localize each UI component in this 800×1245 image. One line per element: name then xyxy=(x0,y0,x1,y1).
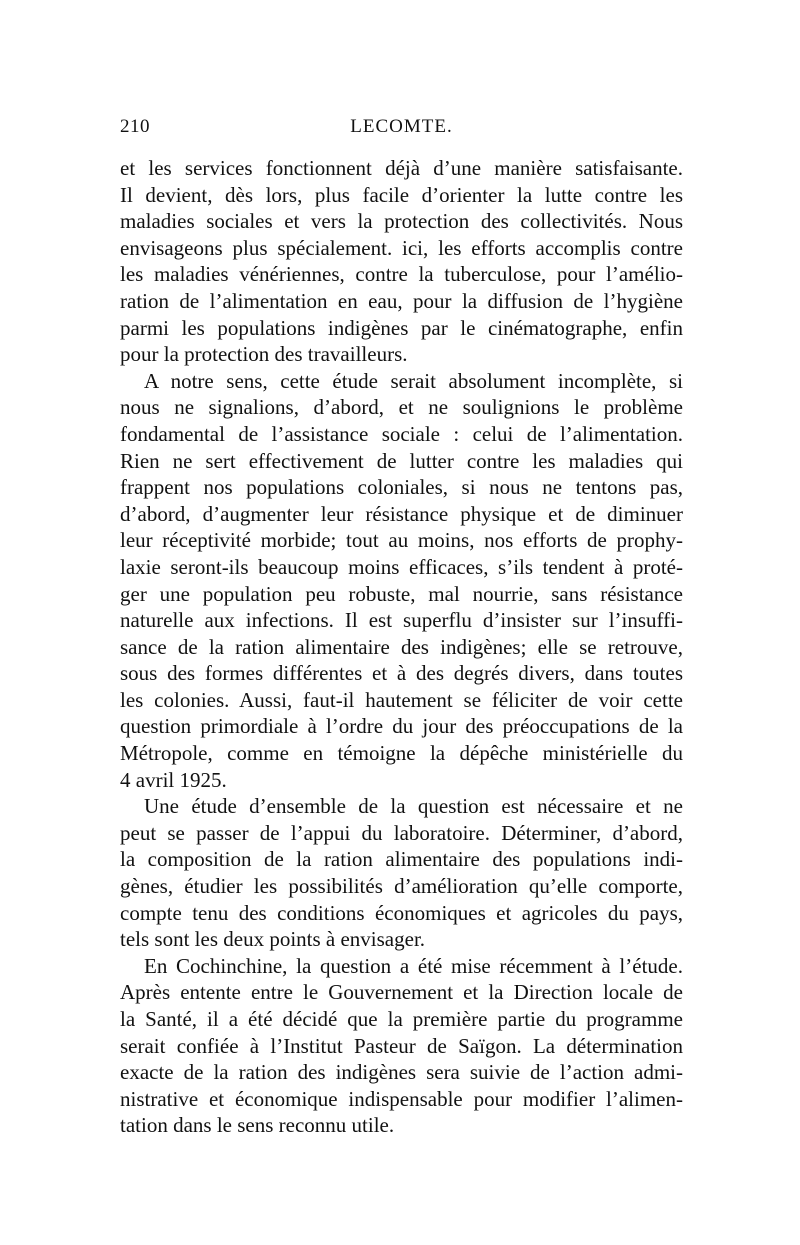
text-line: nous ne signalions, d’abord, et ne soulignions le problème xyxy=(120,395,683,420)
text-line: sous des formes différentes et à des degrés divers, dans toutes xyxy=(120,661,683,686)
text-line: A notre sens, cette étude serait absolument incomplète, si xyxy=(144,368,683,393)
running-head xyxy=(120,116,683,142)
text-line: et les services fonctionnent déjà d’une manière satisfaisante. xyxy=(120,156,683,180)
text-line: les maladies vénériennes, contre la tuberculose, pour l’amélio- xyxy=(120,262,683,287)
text-line: laxie seront-ils beaucoup moins efficaces, s’ils tendent à proté- xyxy=(120,554,683,579)
text-line: pour la protection des travailleurs. xyxy=(120,342,408,367)
text-line: maladies sociales et vers la protection des collectivités. Nous xyxy=(120,209,683,234)
text-line: envisageons plus spécialement. ici, les efforts accomplis contre xyxy=(120,235,683,260)
text-line: serait confiée à l’Institut Pasteur de Saïgon. La détermination xyxy=(120,1033,683,1058)
text-line: naturelle aux infections. Il est superflu d’insister sur l’insuffi- xyxy=(120,608,683,633)
body-text xyxy=(120,155,683,1139)
text-line: En Cochinchine, la question a été mise récemment à l’étude. xyxy=(144,953,683,978)
text-line: Il devient, dès lors, plus facile d’orienter la lutte contre les xyxy=(120,182,683,207)
running-title: LECOMTE. xyxy=(350,116,453,137)
text-line: exacte de la ration des indigènes sera suivie de l’action admi- xyxy=(120,1060,683,1085)
text-line: Métropole, comme en témoigne la dépêche ministérielle du xyxy=(120,741,683,766)
text-line: la composition de la ration alimentaire des populations indi- xyxy=(120,847,683,872)
text-line: tels sont les deux points à envisager. xyxy=(120,927,426,952)
text-line: frappent nos populations coloniales, si nous ne tentons pas, xyxy=(120,475,683,500)
text-line: fondamental de l’assistance sociale : celui de l’alimentation. xyxy=(120,421,683,446)
text-line: sance de la ration alimentaire des indigènes; elle se retrouve, xyxy=(120,634,683,659)
text-line: la Santé, il a été décidé que la première partie du programme xyxy=(120,1007,683,1031)
text-line: gènes, étudier les possibilités d’amélioration qu’elle comporte, xyxy=(120,874,683,899)
text-line: tation dans le sens reconnu utile. xyxy=(120,1113,395,1138)
text-line: question primordiale à l’ordre du jour des préoccupations de la xyxy=(120,714,683,739)
text-line: 4 avril 1925. xyxy=(120,767,227,792)
text-line: Après entente entre le Gouvernement et la Direction locale de xyxy=(120,980,683,1005)
text-line: compte tenu des conditions économiques et agricoles du pays, xyxy=(120,900,683,925)
page-number: 210 xyxy=(120,116,150,137)
text-line: peut se passer de l’appui du laboratoire. Déterminer, d’abord, xyxy=(120,820,683,845)
text-line: ration de l’alimentation en eau, pour la diffusion de l’hygiène xyxy=(120,288,683,313)
text-line: d’abord, d’augmenter leur résistance physique et de diminuer xyxy=(120,501,683,526)
text-line: parmi les populations indigènes par le cinématographe, enfin xyxy=(120,315,683,340)
text-line: Une étude d’ensemble de la question est nécessaire et ne xyxy=(144,794,683,819)
text-line: Rien ne sert effectivement de lutter contre les maladies qui xyxy=(120,448,683,473)
text-line: nistrative et économique indispensable pour modifier l’alimen- xyxy=(120,1086,683,1111)
text-line: les colonies. Aussi, faut-il hautement se féliciter de voir cette xyxy=(120,687,683,712)
text-line: leur réceptivité morbide; tout au moins, nos efforts de prophy- xyxy=(120,528,683,553)
text-line: ger une population peu robuste, mal nourrie, sans résistance xyxy=(120,581,683,606)
